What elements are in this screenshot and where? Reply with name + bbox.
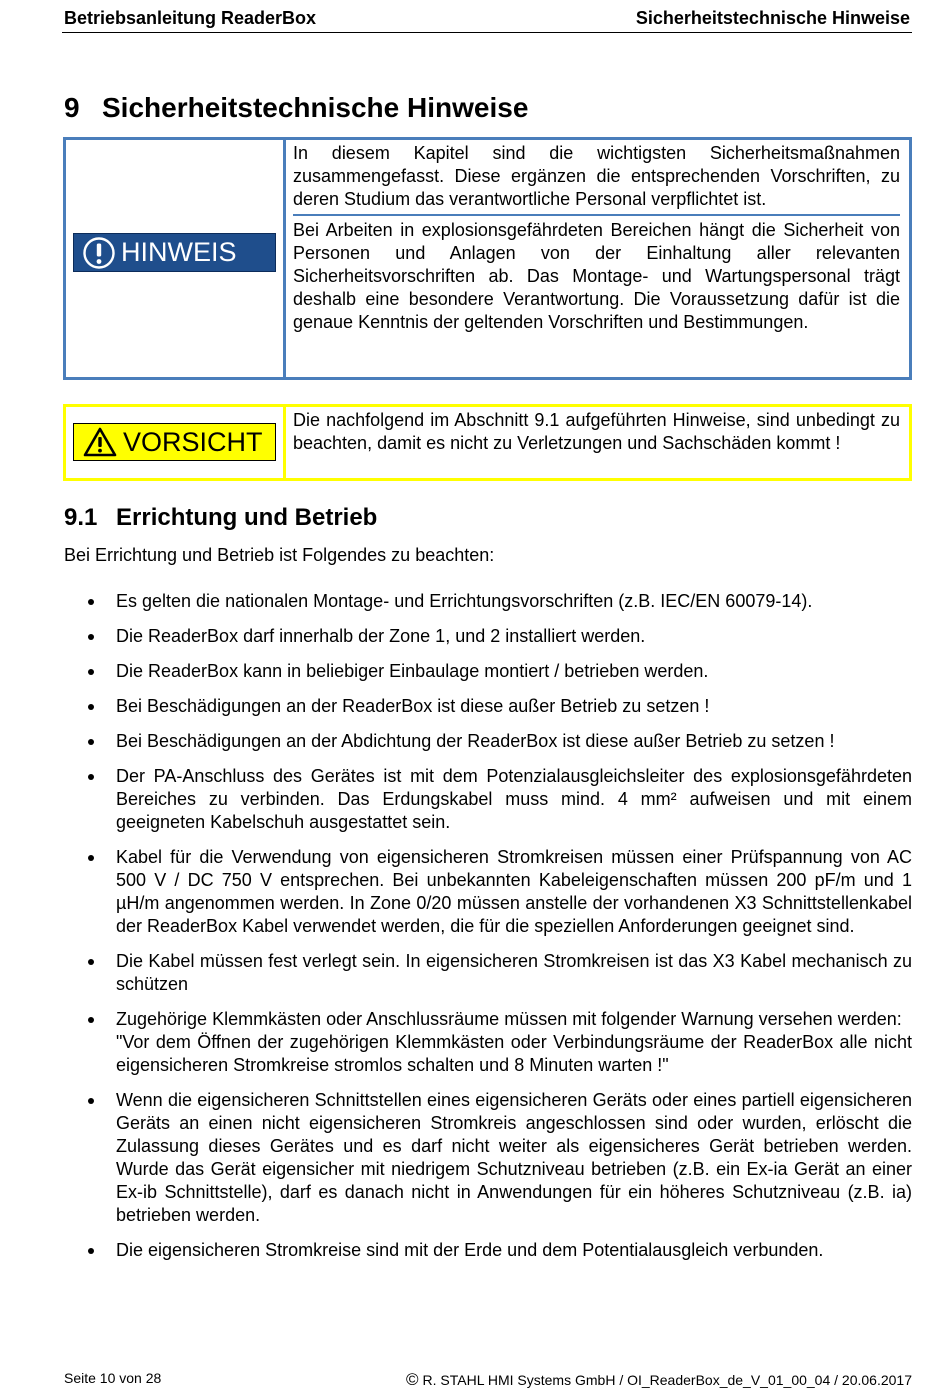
list-item-text: Wenn die eigensicheren Schnittstellen eines eigensicheren Geräts oder eines partiell eigensicheren Geräts an einen nicht eigensicheren Stromkreis angeschlossen sind oder wurden, erlöscht die Zulassung dieses Gerätes und es darf nicht weiter als eigensicheres Gerät betrieben werden. Wurde das Gerät eigensicher mit niedrigem Schutzniveau betrieben (z.B. ein Ex-ia Gerät an einer Ex-ib Schnittstelle), darf es danach nicht in Anwendungen für ein höheres Schutzniveau (z.B. ia) betrieben werden. [116, 1090, 912, 1225]
vorsicht-badge [73, 423, 276, 461]
list-item-text: Die ReaderBox kann in beliebiger Einbaulage montiert / betrieben werden. [116, 661, 709, 681]
list-item-text: Bei Beschädigungen an der ReaderBox ist diese außer Betrieb zu setzen ! [116, 696, 710, 716]
list-item-text: Die Kabel müssen fest verlegt sein. In eigensicheren Stromkreisen ist das X3 Kabel mechanisch zu schützen [116, 951, 912, 994]
list-item [64, 660, 912, 683]
bullet-icon [88, 599, 94, 605]
bullet-icon [88, 959, 94, 965]
list-item [64, 1089, 912, 1227]
bullet-icon [88, 634, 94, 640]
list-item-text: Zugehörige Klemmkästen oder Anschlussräume müssen mit folgender Warnung versehen werden: "Vor dem Öffnen der zugehörigen Klemmkästen oder Verbindungsräume der ReaderBox alle nicht eigensicheren Stromkreise stromlos schalten und 8 Minuten warten !" [116, 1009, 912, 1075]
list-item [64, 1008, 912, 1077]
list-item [64, 950, 912, 996]
list-item-text: Bei Beschädigungen an der Abdichtung der ReaderBox ist diese außer Betrieb zu setzen ! [116, 731, 835, 751]
hinweis-notice-box [63, 137, 912, 380]
header-chapter-title: Sicherheitstechnische Hinweise [635, 8, 910, 28]
hinweis-text [286, 140, 909, 377]
list-item [64, 625, 912, 648]
subsection-title: Errichtung und Betrieb [116, 504, 378, 531]
list-item-text: Die eigensicheren Stromkreise sind mit der Erde und dem Potentialausgleich verbunden. [116, 1240, 824, 1260]
subsection-heading [64, 504, 377, 532]
list-item [64, 590, 912, 613]
warning-triangle-icon [83, 427, 117, 457]
hinweis-paragraph-1: In diesem Kapitel sind die wichtigsten Sicherheitsmaßnahmen zusammengefasst. Diese ergänzen die entsprechenden Vorschriften, zu deren Studium das verantwortliche Personal verpflichtet ist. [293, 143, 900, 209]
list-item-text: Es gelten die nationalen Montage- und Errichtungsvorschriften (z.B. IEC/EN 60079-14). [116, 591, 813, 611]
list-item [64, 765, 912, 834]
exclamation-circle-icon [83, 237, 115, 269]
subsection-intro: Bei Errichtung und Betrieb ist Folgendes zu beachten: [64, 545, 495, 565]
footer-copyright [406, 1370, 912, 1390]
vorsicht-sign-cell [66, 407, 286, 478]
list-item [64, 695, 912, 718]
hinweis-badge [73, 233, 276, 272]
vorsicht-paragraph: Die nachfolgend im Abschnitt 9.1 aufgeführten Hinweise, sind unbedingt zu beachten, damit es nicht zu Verletzungen und Sachschäden kommt ! [293, 410, 900, 453]
bullet-icon [88, 669, 94, 675]
hinweis-label: HINWEIS [121, 237, 237, 267]
vorsicht-text [286, 407, 909, 478]
header-document-title: Betriebsanleitung ReaderBox [64, 8, 317, 28]
list-item-text: Kabel für die Verwendung von eigensicheren Stromkreisen müssen einer Prüfspannung von AC 500 V / DC 750 V entsprechen. Bei unbekannten Kabeleigenschaften müssen 200 pF/m und 1 µH/m angenommen werden. In Zone 0/20 müssen anstelle der vorhandenen X3 Schnittstellenkabel der ReaderBox Kabel verwendet werden, die für die speziellen Anforderungen geeignet sind. [116, 847, 912, 936]
list-item [64, 1239, 912, 1262]
bullet-icon [88, 704, 94, 710]
requirements-list [64, 590, 912, 1274]
section-title: Sicherheitstechnische Hinweise [102, 92, 529, 123]
bullet-icon [88, 855, 94, 861]
section-heading [64, 92, 528, 124]
vorsicht-notice-box [63, 404, 912, 481]
bullet-icon [88, 774, 94, 780]
hinweis-paragraph-2: Bei Arbeiten in explosionsgefährdeten Bereichen hängt die Sicherheit von Personen und Anlagen von der Einhaltung aller relevanten Sicherheitsvorschriften ab. Das Montage- und Wartungspersonal trägt deshalb eine besondere Verantwortung. Die Voraussetzung dafür ist die genaue Kenntnis der geltenden Vorschriften und Bestimmungen. [293, 214, 900, 334]
subsection-number: 9.1 [64, 504, 98, 531]
bullet-icon [88, 739, 94, 745]
copyright-text: R. STAHL HMI Systems GmbH / OI_ReaderBox_de_V_01_00_04 / 20.06.2017 [422, 1372, 912, 1388]
page-number: Seite 10 von 28 [64, 1370, 162, 1386]
copyright-icon: © [405, 1370, 419, 1389]
bullet-icon [88, 1098, 94, 1104]
section-number: 9 [64, 92, 80, 123]
list-item-text: Der PA-Anschluss des Gerätes ist mit dem Potenzialausgleichsleiter des explosionsgefährdeten Bereiches zu verbinden. Das Erdungskabel muss mind. 4 mm² aufweisen und mit einem geeigneten Kabelschuh ausgestattet sein. [116, 766, 912, 832]
vorsicht-label: VORSICHT [123, 426, 263, 457]
bullet-icon [88, 1248, 94, 1254]
list-item [64, 730, 912, 753]
hinweis-sign-cell [66, 140, 286, 377]
list-item-text: Die ReaderBox darf innerhalb der Zone 1, und 2 installiert werden. [116, 626, 646, 646]
page-header [62, 6, 912, 33]
bullet-icon [88, 1017, 94, 1023]
list-item [64, 846, 912, 938]
